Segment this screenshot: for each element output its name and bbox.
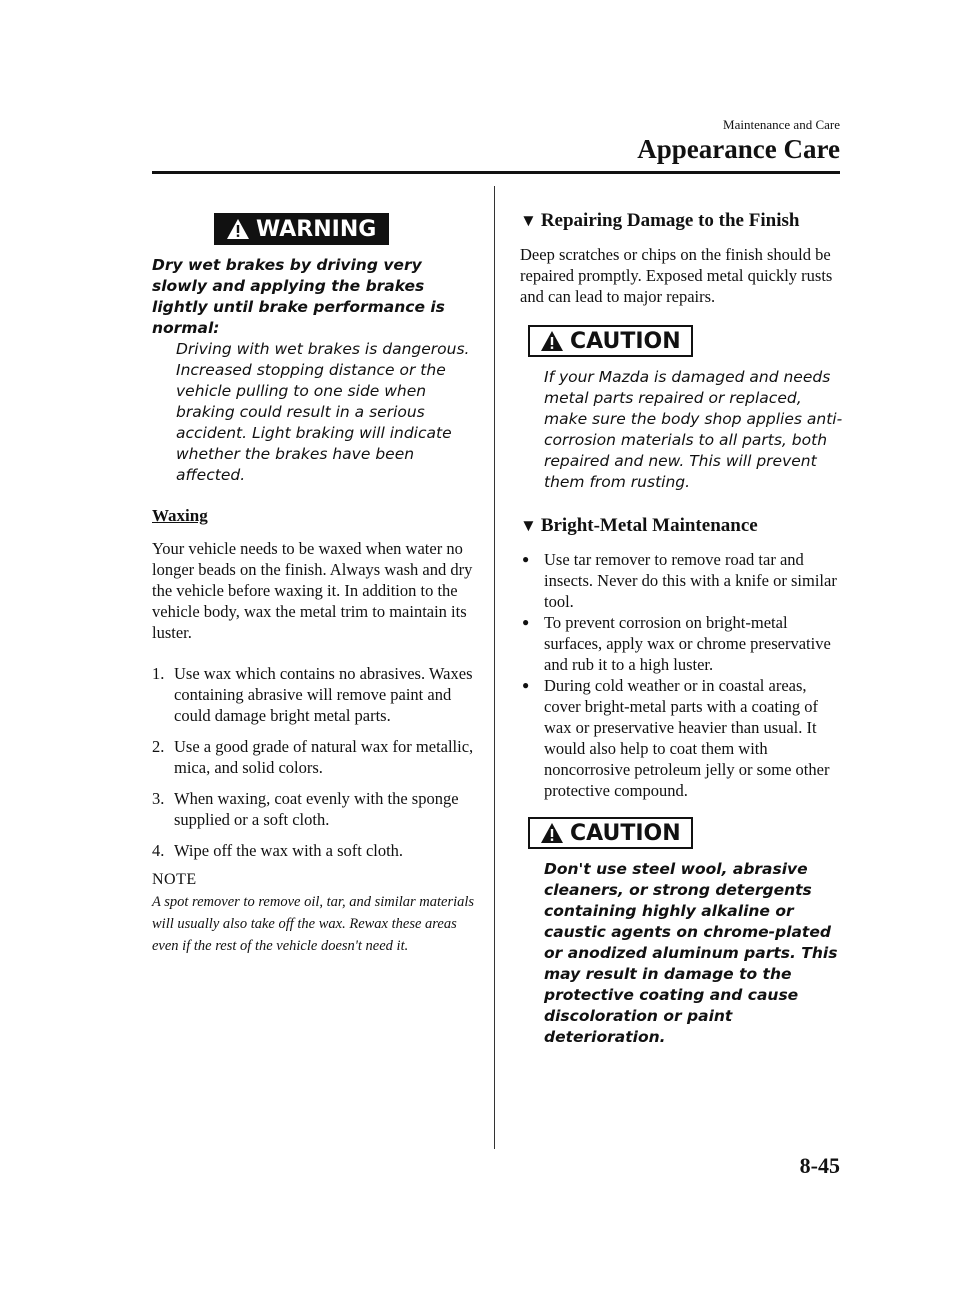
bright-title (520, 515, 845, 537)
warning-icon (226, 218, 250, 240)
list-item: ● Use tar remover to remove road tar and insects. Never do this with a knife or similar tool. (522, 550, 837, 611)
chapter-header: Maintenance and Care (723, 117, 840, 132)
caution2-body: Don't use steel wool, abrasive cleaners, or strong detergents containing highly alkaline or caustic agents on chrome-plated or anodized aluminum parts. This may result in damage to the protective coating and cause discoloration or paint deterioration. (544, 860, 838, 1046)
repair-title-text: Repairing Damage to the Finish (540, 210, 800, 231)
triangle-down-icon: ▼ (520, 516, 537, 535)
note-body: A spot remover to remove oil, tar, and similar materials will usually also take off the wax. Rewax these areas even if the rest of the vehicle doesn't need it. (152, 894, 475, 954)
list-item: 4. Wipe off the wax with a soft cloth. (152, 841, 404, 860)
bright-title-text: Bright-Metal Maintenance (540, 515, 758, 536)
repair-title (520, 210, 845, 232)
waxing-steps (152, 663, 477, 861)
list-item: ● To prevent corrosion on bright-metal surfaces, apply wax or chrome preservative and rub it to a high luster. (522, 613, 831, 674)
right-column (520, 210, 845, 1048)
waxing-title: Waxing (152, 506, 208, 525)
header-rule (152, 171, 840, 174)
waxing-intro: Your vehicle needs to be waxed when water no longer beads on the finish. Always wash and dry the vehicle before waxing it. In addition to the vehicle body, wax the metal trim to maintain its luster. (152, 539, 473, 642)
caution1-body: If your Mazda is damaged and needs metal parts repaired or replaced, make sure the body shop applies anti-corrosion materials to all parts, both repaired and new. This will prevent them from rusting. (544, 368, 843, 491)
list-item: 1. Use wax which contains no abrasives. Waxes containing abrasive will remove paint and could damage bright metal parts. (152, 664, 473, 725)
bullet-icon: ● (522, 552, 530, 566)
warning-icon (540, 330, 564, 352)
caution-label: CAUTION (570, 820, 681, 846)
section-header: Appearance Care (637, 134, 840, 164)
bullet-icon: ● (522, 678, 530, 692)
note-label: NOTE (152, 871, 197, 888)
bright-bullets (520, 549, 845, 801)
caution-badge (528, 817, 693, 849)
repair-body: Deep scratches or chips on the finish should be repaired promptly. Exposed metal quickly rusts and can lead to major repairs. (520, 245, 833, 306)
page-number: 8-45 (799, 1153, 840, 1178)
warning-badge (214, 213, 389, 245)
warning-body: Driving with wet brakes is dangerous. Increased stopping distance or the vehicle pulling to one side when braking could result in a serious accident. Light braking will indicate whether the brakes have been affected. (176, 340, 470, 484)
list-item: 3. When waxing, coat evenly with the sponge supplied or a soft cloth. (152, 789, 459, 829)
caution-label: CAUTION (570, 328, 681, 354)
left-column (152, 213, 477, 957)
triangle-down-icon: ▼ (520, 211, 537, 230)
caution-badge (528, 325, 693, 357)
list-item: 2. Use a good grade of natural wax for metallic, mica, and solid colors. (152, 737, 474, 777)
bullet-icon: ● (522, 615, 530, 629)
warning-label: WARNING (256, 216, 377, 242)
list-item: ● During cold weather or in coastal areas, cover bright-metal parts with a coating of wax or preservative heavier than usual. It would also help to coat them with noncorrosive petroleum jelly or some other protective compound. (522, 676, 830, 800)
warning-lead: Dry wet brakes by driving very slowly and applying the brakes lightly until brake performance is normal: (152, 256, 445, 337)
warning-icon (540, 822, 564, 844)
column-divider (494, 186, 495, 1149)
